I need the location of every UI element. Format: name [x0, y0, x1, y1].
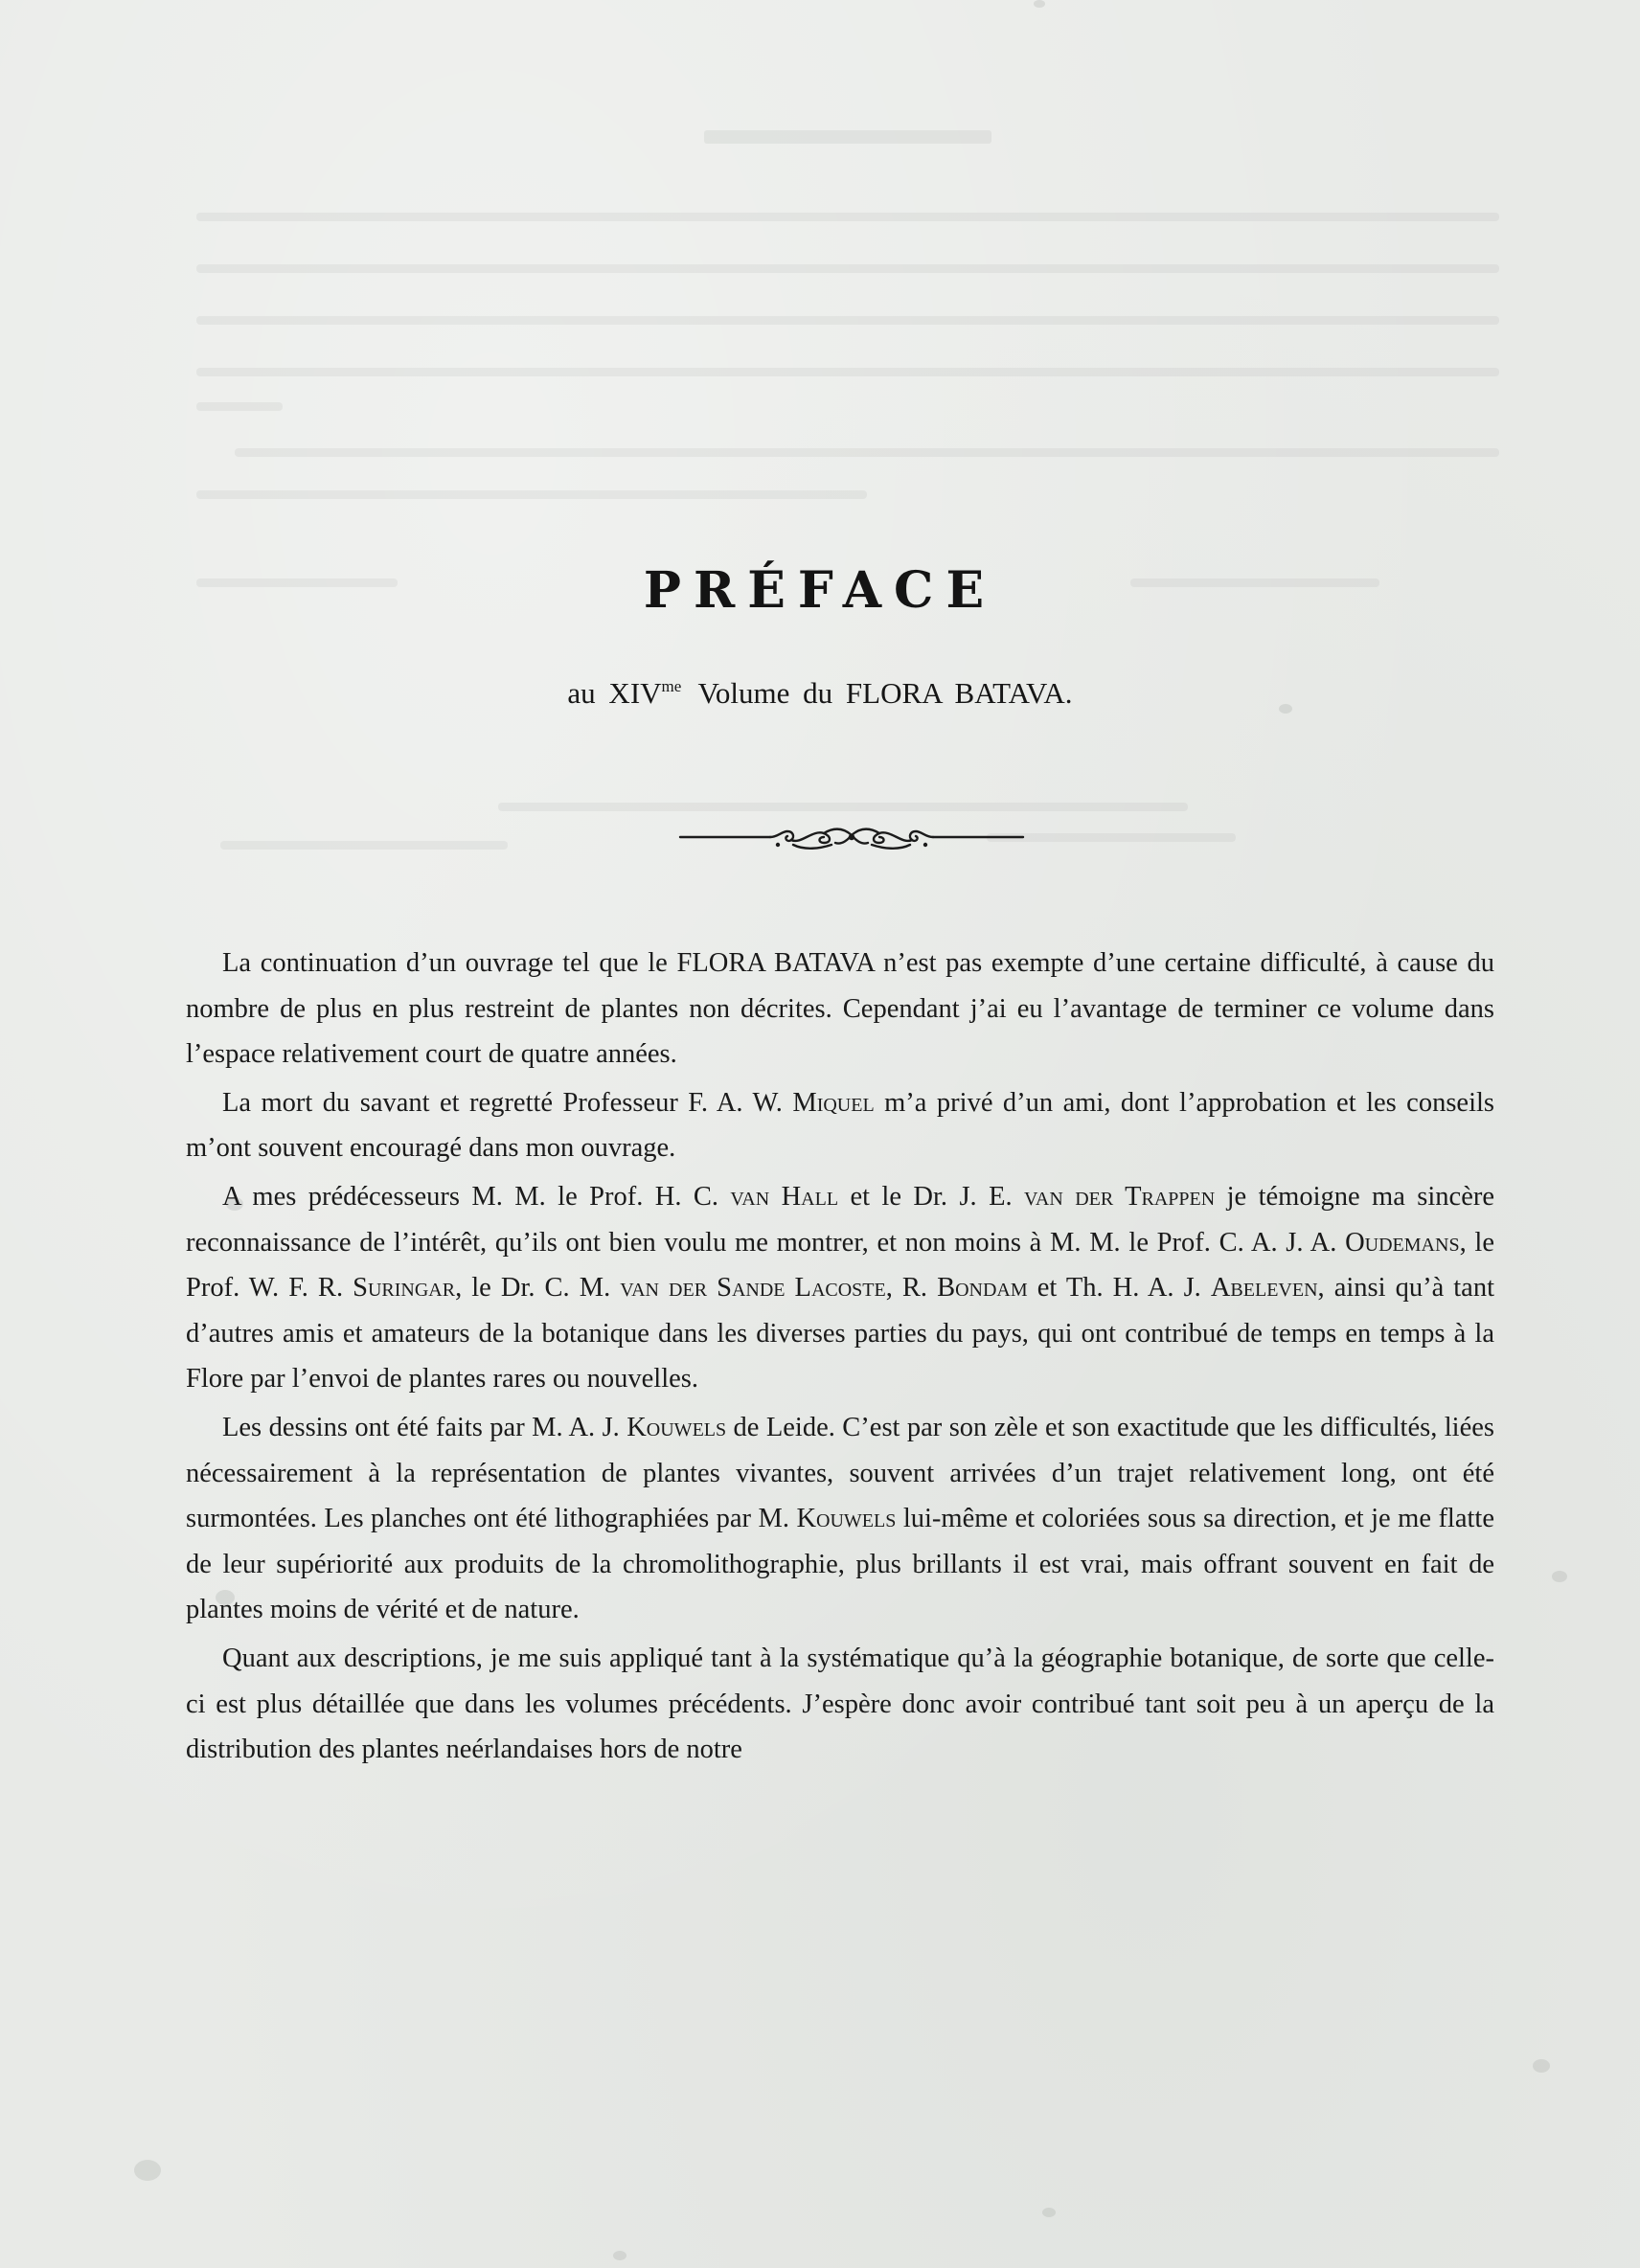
subtitle-superscript: me: [661, 677, 682, 695]
person-name: Oudemans: [1345, 1227, 1460, 1258]
text-segment: La continuation d’un ouvrage tel que le FLORA BATAVA n’est pas exempte d’une certaine difficulté, à cause du nombre de plus en plus restreint de plantes non décrites. Cependant j’ai eu l’avantage de terminer ce volume dans l’espace relativement court de quatre années.: [186, 948, 1494, 1070]
person-name: van der Trappen: [1024, 1181, 1216, 1212]
page-subtitle: [0, 676, 1640, 711]
text-segment: , ainsi qu’à tant d’autres amis et amateurs de la botanique dans les diverses parties du pays, qui ont contribué de temps en temps à la Flore par l’envoi de plantes rares ou nouvelles.: [186, 1273, 1494, 1395]
person-name: Miquel: [792, 1087, 875, 1118]
person-name: Suringar: [353, 1273, 456, 1304]
subtitle-suffix: Volume du FLORA BATAVA.: [697, 676, 1073, 710]
person-name: Bondam: [937, 1273, 1028, 1304]
body-paragraph: [186, 1405, 1494, 1633]
person-name: Abeleven: [1210, 1273, 1318, 1304]
text-segment: , le Prof. W. F. R.: [186, 1227, 1494, 1304]
scroll-flourish-icon: [678, 822, 1025, 854]
person-name: van Hall: [730, 1181, 839, 1212]
text-segment: Les dessins ont été faits par M. A. J.: [222, 1412, 627, 1442]
subtitle-prefix: au XIV: [567, 676, 662, 710]
text-segment: A mes prédécesseurs M. M. le Prof. H. C.: [222, 1181, 731, 1212]
text-segment: lui-même et coloriées sous sa direction, et je me flatte de leur supériorité aux produits de la chromolithographie, plus brillants il est vrai, mais offrant souvent en fait de plantes moins de vérité et de nature.: [186, 1504, 1494, 1625]
person-name: Kouwels: [796, 1504, 897, 1534]
person-name: Kouwels: [626, 1412, 727, 1442]
text-segment: et Th. H. A. J.: [1027, 1273, 1211, 1304]
show-through-texture: [0, 0, 1640, 862]
text-segment: , R.: [885, 1273, 938, 1304]
text-segment: de Leide. C’est par son zèle et son exactitude que les difficultés, liées nécessairement à la représentation de plantes vivantes, souvent arrivées d’un trajet relativement long, ont été surmontées. Les planches ont été lithographiées par M.: [186, 1412, 1494, 1534]
text-segment: je témoigne ma sincère reconnaissance de l’intérêt, qu’ils ont bien voulu me montrer, et non moins à M. M. le Prof. C. A. J. A.: [186, 1181, 1494, 1258]
text-segment: , le Dr. C. M.: [455, 1273, 621, 1304]
text-segment: Quant aux descriptions, je me suis appliqué tant à la systématique qu’à la géographie botanique, de sorte que celle-ci est plus détaillée que dans les volumes précédents. J’espère donc avoir contribué tant soit peu à un aperçu de la distribution des plantes neérlandaises hors de notre: [186, 1643, 1494, 1765]
body-paragraph: [186, 941, 1494, 1077]
body-paragraph: [186, 1174, 1494, 1402]
text-segment: La mort du savant et regretté Professeur F. A. W.: [222, 1087, 793, 1118]
person-name: van der Sande Lacoste: [620, 1273, 886, 1304]
preface-body: [186, 941, 1494, 1776]
page-title: PRÉFACE: [643, 561, 997, 620]
text-segment: et le Dr. J. E.: [838, 1181, 1025, 1212]
text-segment: m’a privé d’un ami, dont l’approbation et les conseils m’ont souvent encouragé dans mon ouvrage.: [186, 1087, 1494, 1164]
body-paragraph: [186, 1080, 1494, 1171]
body-paragraph: [186, 1636, 1494, 1773]
